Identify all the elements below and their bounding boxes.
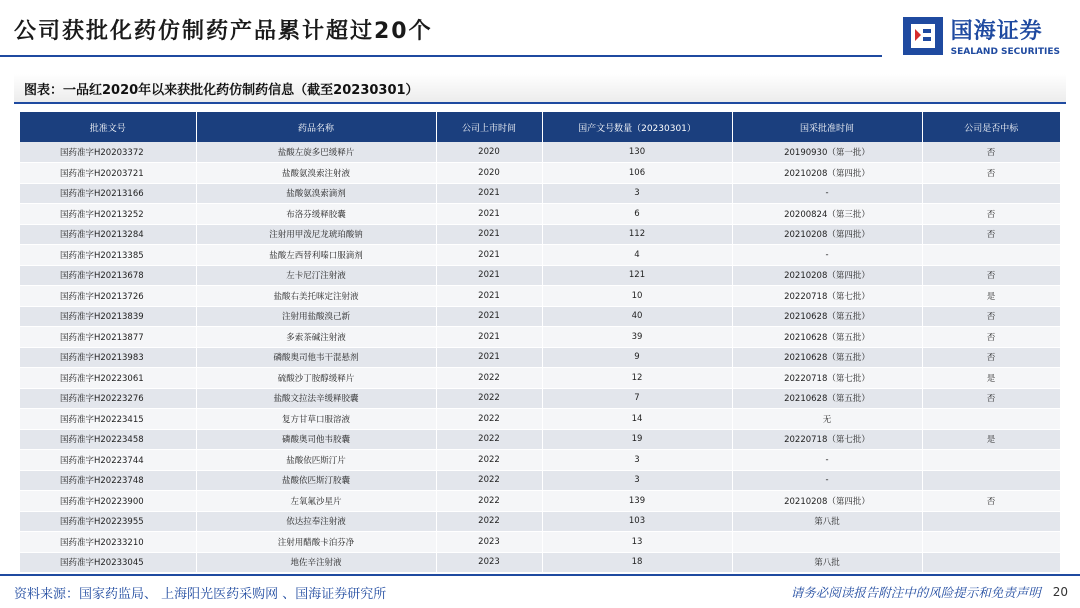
table-cell: 国药准字H20223061 xyxy=(20,368,196,389)
table-cell xyxy=(922,532,1060,553)
table-cell: 3 xyxy=(542,183,732,204)
table-cell: 2021 xyxy=(436,245,542,266)
table-body xyxy=(20,142,1060,573)
footer xyxy=(0,574,1080,608)
table-cell: 国药准字H20213284 xyxy=(20,224,196,245)
table-cell: 否 xyxy=(922,204,1060,225)
table-cell: 否 xyxy=(922,224,1060,245)
table-cell: 106 xyxy=(542,163,732,184)
table-row xyxy=(20,532,1060,553)
table-cell: 2023 xyxy=(436,552,542,573)
table-cell: 依达拉奉注射液 xyxy=(196,511,436,532)
table-cell: 20210208（第四批） xyxy=(732,224,922,245)
table-cell: 20220718（第七批） xyxy=(732,368,922,389)
table-cell: 2022 xyxy=(436,368,542,389)
table-row xyxy=(20,163,1060,184)
table-cell: 国药准字H20223458 xyxy=(20,429,196,450)
table-cell xyxy=(922,511,1060,532)
table-cell: 130 xyxy=(542,142,732,163)
table-cell: 盐酸依匹斯汀胶囊 xyxy=(196,470,436,491)
chart-caption: 图表：一品红2020年以来获批化药仿制药信息（截至20230301） xyxy=(24,82,419,98)
table-cell: 国药准字H20213678 xyxy=(20,265,196,286)
table-cell: 国药准字H20213166 xyxy=(20,183,196,204)
table-cell: 2022 xyxy=(436,470,542,491)
table-cell xyxy=(922,470,1060,491)
table-cell: - xyxy=(732,245,922,266)
table-cell: 20210628（第五批） xyxy=(732,347,922,368)
table-cell: 121 xyxy=(542,265,732,286)
table-cell: 20210628（第五批） xyxy=(732,306,922,327)
column-header: 国产文号数量（20230301） xyxy=(542,112,732,142)
table-cell: 19 xyxy=(542,429,732,450)
table-cell: 20200824（第三批） xyxy=(732,204,922,225)
approval-table-container xyxy=(20,112,1060,573)
table-cell: 2022 xyxy=(436,450,542,471)
table-cell: 否 xyxy=(922,327,1060,348)
header-divider xyxy=(0,55,882,57)
table-cell: 第八批 xyxy=(732,552,922,573)
logo-name-en: SEALAND SECURITIES xyxy=(950,47,1060,57)
table-cell: 地佐辛注射液 xyxy=(196,552,436,573)
table-row xyxy=(20,183,1060,204)
table-row xyxy=(20,388,1060,409)
table-cell: 2021 xyxy=(436,265,542,286)
table-cell: 39 xyxy=(542,327,732,348)
table-cell: 2022 xyxy=(436,409,542,430)
table-cell: 国药准字H20213839 xyxy=(20,306,196,327)
table-row xyxy=(20,470,1060,491)
table-row xyxy=(20,245,1060,266)
table-row xyxy=(20,552,1060,573)
table-cell: 否 xyxy=(922,306,1060,327)
table-row xyxy=(20,142,1060,163)
table-cell: 国药准字H20223955 xyxy=(20,511,196,532)
table-cell: 20210208（第四批） xyxy=(732,265,922,286)
table-cell: 3 xyxy=(542,450,732,471)
footer-right xyxy=(791,583,1068,601)
table-cell: 40 xyxy=(542,306,732,327)
table-cell: 4 xyxy=(542,245,732,266)
table-cell xyxy=(922,450,1060,471)
table-cell: 盐酸左西替利嗪口服滴剂 xyxy=(196,245,436,266)
table-cell: 20190930（第一批） xyxy=(732,142,922,163)
table-cell: 2020 xyxy=(436,142,542,163)
table-cell xyxy=(732,532,922,553)
table-cell: 20210628（第五批） xyxy=(732,327,922,348)
table-cell: 硫酸沙丁胺醇缓释片 xyxy=(196,368,436,389)
table-cell: 否 xyxy=(922,347,1060,368)
table-row xyxy=(20,511,1060,532)
table-cell: 盐酸左旋多巴缓释片 xyxy=(196,142,436,163)
table-cell xyxy=(922,183,1060,204)
table-cell: 2022 xyxy=(436,388,542,409)
table-cell: 国药准字H20213983 xyxy=(20,347,196,368)
table-cell: 2021 xyxy=(436,183,542,204)
table-cell: 13 xyxy=(542,532,732,553)
table-cell: 国药准字H20213252 xyxy=(20,204,196,225)
table-cell: 20210208（第四批） xyxy=(732,163,922,184)
table-cell: 2022 xyxy=(436,511,542,532)
table-cell: 6 xyxy=(542,204,732,225)
table-cell: 否 xyxy=(922,491,1060,512)
page-number: 20 xyxy=(1052,585,1068,599)
table-cell: 磷酸奥司他韦干混悬剂 xyxy=(196,347,436,368)
table-cell: 国药准字H20223748 xyxy=(20,470,196,491)
table-cell: 否 xyxy=(922,142,1060,163)
table-cell: 国药准字H20213726 xyxy=(20,286,196,307)
table-row xyxy=(20,347,1060,368)
table-row xyxy=(20,429,1060,450)
table-cell: 左卡尼汀注射液 xyxy=(196,265,436,286)
table-cell: - xyxy=(732,450,922,471)
table-cell: 国药准字H20213877 xyxy=(20,327,196,348)
table-cell: 盐酸文拉法辛缓释胶囊 xyxy=(196,388,436,409)
table-row xyxy=(20,306,1060,327)
table-cell: 国药准字H20223900 xyxy=(20,491,196,512)
table-row xyxy=(20,204,1060,225)
table-cell: 左氧氟沙星片 xyxy=(196,491,436,512)
table-cell: 否 xyxy=(922,163,1060,184)
table-row xyxy=(20,286,1060,307)
table-cell: 布洛芬缓释胶囊 xyxy=(196,204,436,225)
table-cell: 国药准字H20223276 xyxy=(20,388,196,409)
table-cell: 注射用醋酸卡泊芬净 xyxy=(196,532,436,553)
table-cell: 2022 xyxy=(436,491,542,512)
table-cell: 139 xyxy=(542,491,732,512)
table-cell: - xyxy=(732,183,922,204)
table-cell: 否 xyxy=(922,388,1060,409)
table-cell: 12 xyxy=(542,368,732,389)
table-row xyxy=(20,491,1060,512)
table-cell: 盐酸氨溴索滴剂 xyxy=(196,183,436,204)
table-cell: 注射用盐酸溴己新 xyxy=(196,306,436,327)
table-cell: 20220718（第七批） xyxy=(732,429,922,450)
table-cell: 103 xyxy=(542,511,732,532)
table-cell: 国药准字H20203721 xyxy=(20,163,196,184)
table-cell: 国药准字H20233210 xyxy=(20,532,196,553)
table-cell: 注射用甲泼尼龙琥珀酸钠 xyxy=(196,224,436,245)
table-cell: 9 xyxy=(542,347,732,368)
table-cell: 2021 xyxy=(436,306,542,327)
table-row xyxy=(20,409,1060,430)
table-cell: 盐酸依匹斯汀片 xyxy=(196,450,436,471)
table-cell: 2021 xyxy=(436,286,542,307)
column-header: 公司上市时间 xyxy=(436,112,542,142)
table-cell: 无 xyxy=(732,409,922,430)
table-cell: 20210208（第四批） xyxy=(732,491,922,512)
table-cell: 10 xyxy=(542,286,732,307)
table-cell: 2021 xyxy=(436,224,542,245)
table-row xyxy=(20,450,1060,471)
table-cell: 国药准字H20223415 xyxy=(20,409,196,430)
table-cell: 否 xyxy=(922,265,1060,286)
subtitle-band xyxy=(14,74,1066,104)
table-cell: 是 xyxy=(922,368,1060,389)
table-cell: 复方甘草口服溶液 xyxy=(196,409,436,430)
table-cell: 磷酸奥司他韦胶囊 xyxy=(196,429,436,450)
table-row xyxy=(20,224,1060,245)
table-cell: - xyxy=(732,470,922,491)
table-cell: 盐酸右美托咪定注射液 xyxy=(196,286,436,307)
table-cell: 国药准字H20233045 xyxy=(20,552,196,573)
table-cell: 2021 xyxy=(436,347,542,368)
table-cell: 多索茶碱注射液 xyxy=(196,327,436,348)
table-cell: 是 xyxy=(922,429,1060,450)
table-cell: 是 xyxy=(922,286,1060,307)
table-cell: 盐酸氨溴索注射液 xyxy=(196,163,436,184)
column-header: 公司是否中标 xyxy=(922,112,1060,142)
column-header: 批准文号 xyxy=(20,112,196,142)
table-cell: 国药准字H20213385 xyxy=(20,245,196,266)
table-cell: 3 xyxy=(542,470,732,491)
table-cell: 112 xyxy=(542,224,732,245)
table-cell: 7 xyxy=(542,388,732,409)
page-title: 公司获批化药仿制药产品累计超过20个 xyxy=(14,19,433,44)
approval-table xyxy=(20,112,1061,573)
disclaimer-text: 请务必阅读报告附注中的风险提示和免责声明 xyxy=(790,585,1041,600)
table-cell xyxy=(922,409,1060,430)
table-cell: 18 xyxy=(542,552,732,573)
table-cell: 第八批 xyxy=(732,511,922,532)
column-header: 药品名称 xyxy=(196,112,436,142)
table-cell: 国药准字H20203372 xyxy=(20,142,196,163)
table-cell: 14 xyxy=(542,409,732,430)
logo-name-cn: 国海证券 xyxy=(950,19,1043,44)
column-header: 国采批准时间 xyxy=(732,112,922,142)
sealand-logo-icon xyxy=(901,15,945,57)
table-cell: 2022 xyxy=(436,429,542,450)
table-cell: 2020 xyxy=(436,163,542,184)
table-cell: 2021 xyxy=(436,327,542,348)
table-cell xyxy=(922,552,1060,573)
table-cell: 2023 xyxy=(436,532,542,553)
brand-logo xyxy=(901,14,1060,57)
table-row xyxy=(20,265,1060,286)
table-cell: 国药准字H20223744 xyxy=(20,450,196,471)
table-cell: 20210628（第五批） xyxy=(732,388,922,409)
table-row xyxy=(20,368,1060,389)
table-header-row xyxy=(20,112,1060,142)
table-cell: 2021 xyxy=(436,204,542,225)
table-row xyxy=(20,327,1060,348)
table-cell xyxy=(922,245,1060,266)
source-note: 资料来源：国家药监局、 上海阳光医药采购网 、国海证券研究所 xyxy=(14,586,387,602)
table-cell: 20220718（第七批） xyxy=(732,286,922,307)
